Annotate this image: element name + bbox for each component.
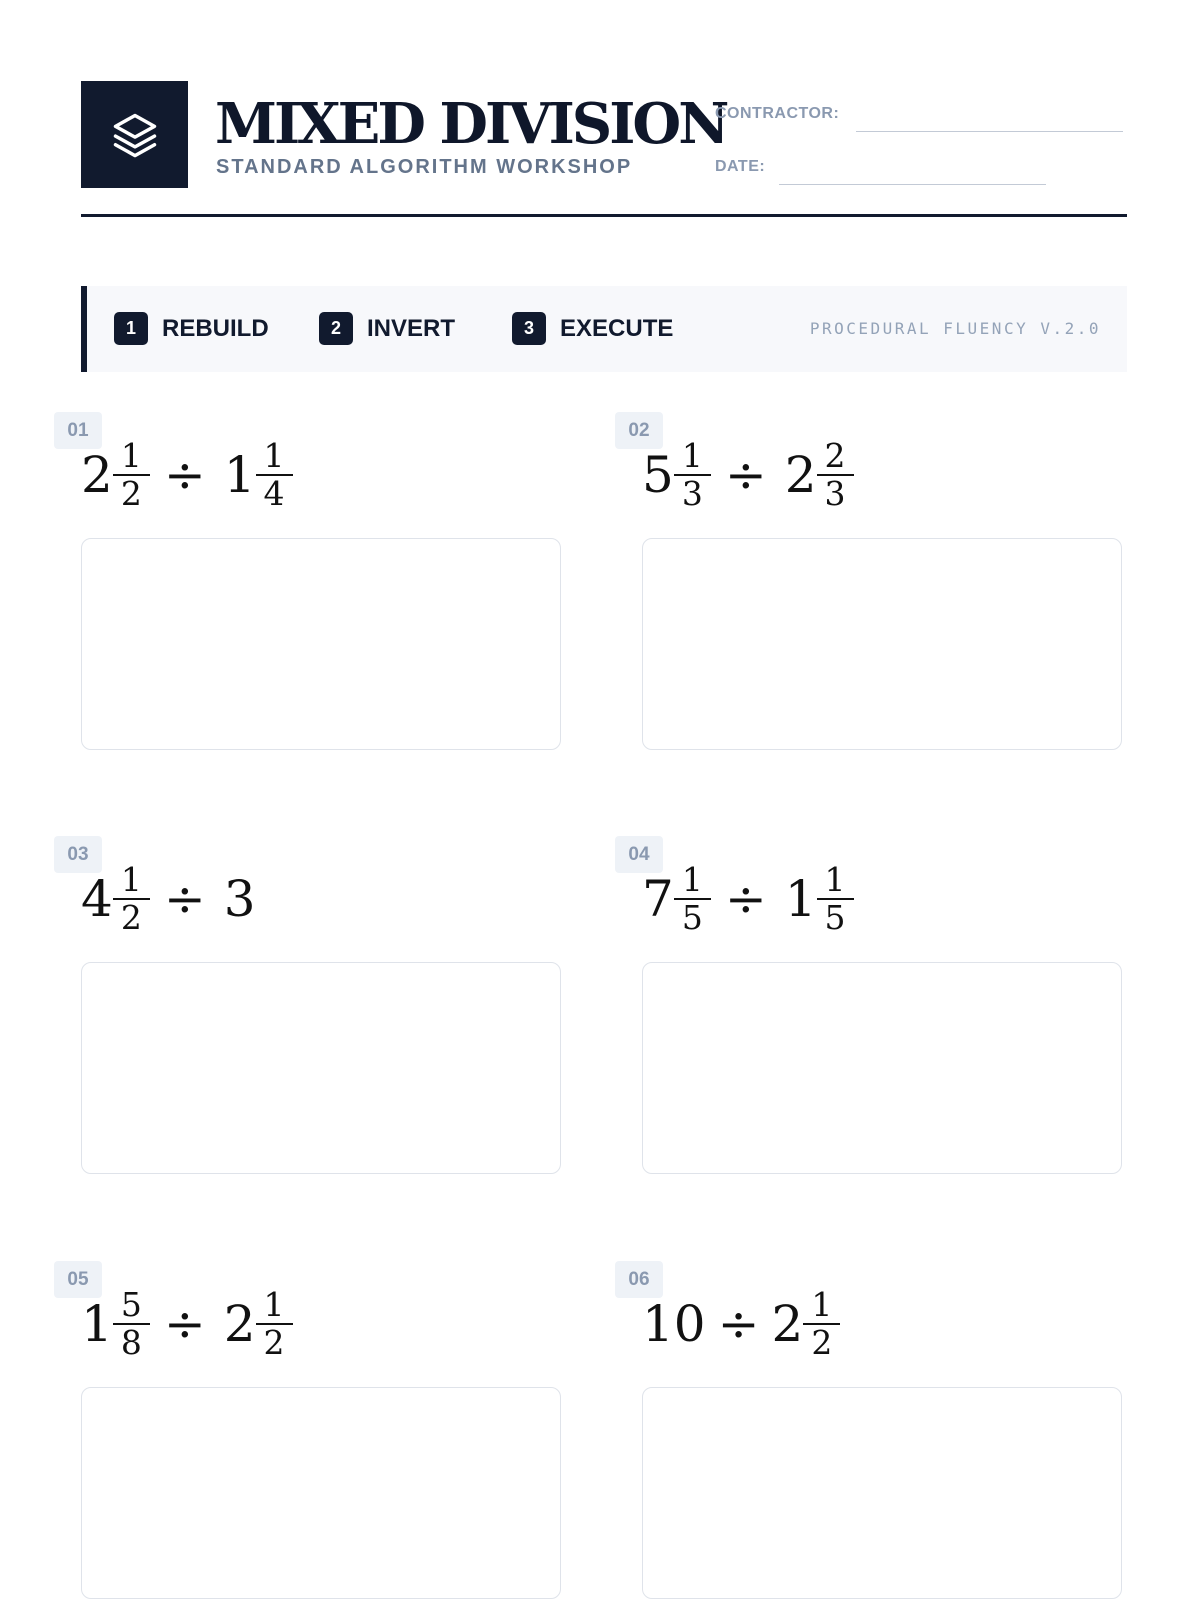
date-field[interactable] — [779, 184, 1046, 185]
layers-icon — [109, 109, 161, 161]
denominator: 4 — [256, 474, 293, 512]
fraction — [117, 1287, 146, 1361]
dividend — [642, 438, 707, 512]
dividend — [642, 862, 707, 936]
fraction — [821, 862, 850, 936]
problem-card — [628, 412, 1124, 762]
problem-expression — [642, 856, 850, 942]
whole-number: 2 — [784, 446, 817, 504]
problem-expression — [81, 432, 289, 518]
step-number: 3 — [512, 312, 546, 345]
step-execute — [512, 312, 673, 345]
numerator: 1 — [263, 436, 285, 475]
numerator: 1 — [120, 860, 142, 899]
work-area[interactable] — [642, 538, 1122, 750]
step-label: EXECUTE — [560, 314, 674, 342]
problem-number: 03 — [54, 836, 102, 873]
work-area[interactable] — [81, 1387, 561, 1599]
whole-number: 2 — [223, 1295, 256, 1353]
divide-sign: ÷ — [717, 1295, 760, 1353]
divisor — [224, 438, 289, 512]
divide-sign: ÷ — [724, 446, 767, 504]
work-area[interactable] — [81, 962, 561, 1174]
step-number: 2 — [319, 312, 353, 345]
step-number: 1 — [114, 312, 148, 345]
date-label: DATE: — [715, 158, 766, 175]
divide-sign: ÷ — [724, 870, 767, 928]
denominator: 2 — [256, 1323, 293, 1361]
step-label: INVERT — [367, 314, 456, 342]
problem-number: 01 — [54, 412, 102, 449]
divide-sign: ÷ — [163, 1295, 206, 1353]
denominator: 2 — [113, 474, 150, 512]
fraction — [821, 438, 850, 512]
page-subtitle: STANDARD ALGORITHM WORKSHOP — [216, 156, 633, 178]
problem-card — [67, 1261, 563, 1611]
contractor-label: CONTRACTOR: — [715, 105, 840, 122]
whole-number: 2 — [81, 446, 113, 504]
whole-number: 7 — [642, 870, 674, 928]
numerator: 1 — [824, 860, 846, 899]
header-divider — [81, 214, 1127, 217]
problem-expression — [81, 1281, 289, 1367]
work-area[interactable] — [81, 538, 561, 750]
logo — [81, 81, 188, 188]
fraction — [678, 862, 707, 936]
whole-number: 1 — [784, 870, 817, 928]
problem-number: 02 — [615, 412, 663, 449]
problem-number: 04 — [615, 836, 663, 873]
step-rebuild — [114, 312, 269, 345]
divide-sign: ÷ — [163, 870, 206, 928]
numerator: 2 — [824, 436, 846, 475]
whole-number: 1 — [81, 1295, 113, 1353]
work-area[interactable] — [642, 1387, 1122, 1599]
denominator: 3 — [817, 474, 854, 512]
fraction — [117, 438, 146, 512]
whole-number: 5 — [642, 446, 674, 504]
problem-card — [67, 836, 563, 1186]
whole-number: 1 — [223, 446, 256, 504]
problem-number: 05 — [54, 1261, 102, 1298]
step-invert — [319, 312, 455, 345]
numerator: 1 — [120, 436, 142, 475]
problem-card — [67, 412, 563, 762]
step-label: REBUILD — [162, 314, 269, 342]
dividend — [81, 1287, 146, 1361]
divisor — [785, 438, 850, 512]
numerator: 5 — [120, 1285, 142, 1324]
whole-number: 3 — [223, 870, 256, 928]
whole-number: 4 — [81, 870, 113, 928]
fraction — [678, 438, 707, 512]
page-title: MIXED DIVISION — [215, 91, 727, 157]
divide-sign: ÷ — [163, 446, 206, 504]
denominator: 2 — [113, 898, 150, 936]
denominator: 8 — [113, 1323, 150, 1361]
divisor — [224, 1287, 289, 1361]
problem-expression — [81, 856, 256, 942]
divisor — [224, 870, 256, 928]
dividend — [81, 862, 146, 936]
dividend — [642, 1295, 706, 1353]
fraction — [807, 1287, 836, 1361]
contractor-field[interactable] — [856, 131, 1123, 132]
problem-number: 06 — [615, 1261, 663, 1298]
whole-number: 10 — [642, 1295, 706, 1353]
problem-expression — [642, 432, 850, 518]
version-label: PROCEDURAL FLUENCY V.2.0 — [809, 319, 1101, 338]
problem-expression — [642, 1281, 836, 1367]
fraction — [260, 1287, 289, 1361]
whole-number: 2 — [771, 1295, 804, 1353]
numerator: 1 — [681, 860, 703, 899]
denominator: 3 — [674, 474, 711, 512]
fraction — [117, 862, 146, 936]
problem-card — [628, 836, 1124, 1186]
work-area[interactable] — [642, 962, 1122, 1174]
fraction — [260, 438, 289, 512]
numerator: 1 — [811, 1285, 833, 1324]
problem-card — [628, 1261, 1124, 1611]
denominator: 5 — [674, 898, 711, 936]
divisor — [785, 862, 850, 936]
divisor — [772, 1287, 837, 1361]
steps-bar — [81, 286, 1127, 372]
denominator: 2 — [803, 1323, 840, 1361]
denominator: 5 — [817, 898, 854, 936]
dividend — [81, 438, 146, 512]
numerator: 1 — [263, 1285, 285, 1324]
numerator: 1 — [681, 436, 703, 475]
